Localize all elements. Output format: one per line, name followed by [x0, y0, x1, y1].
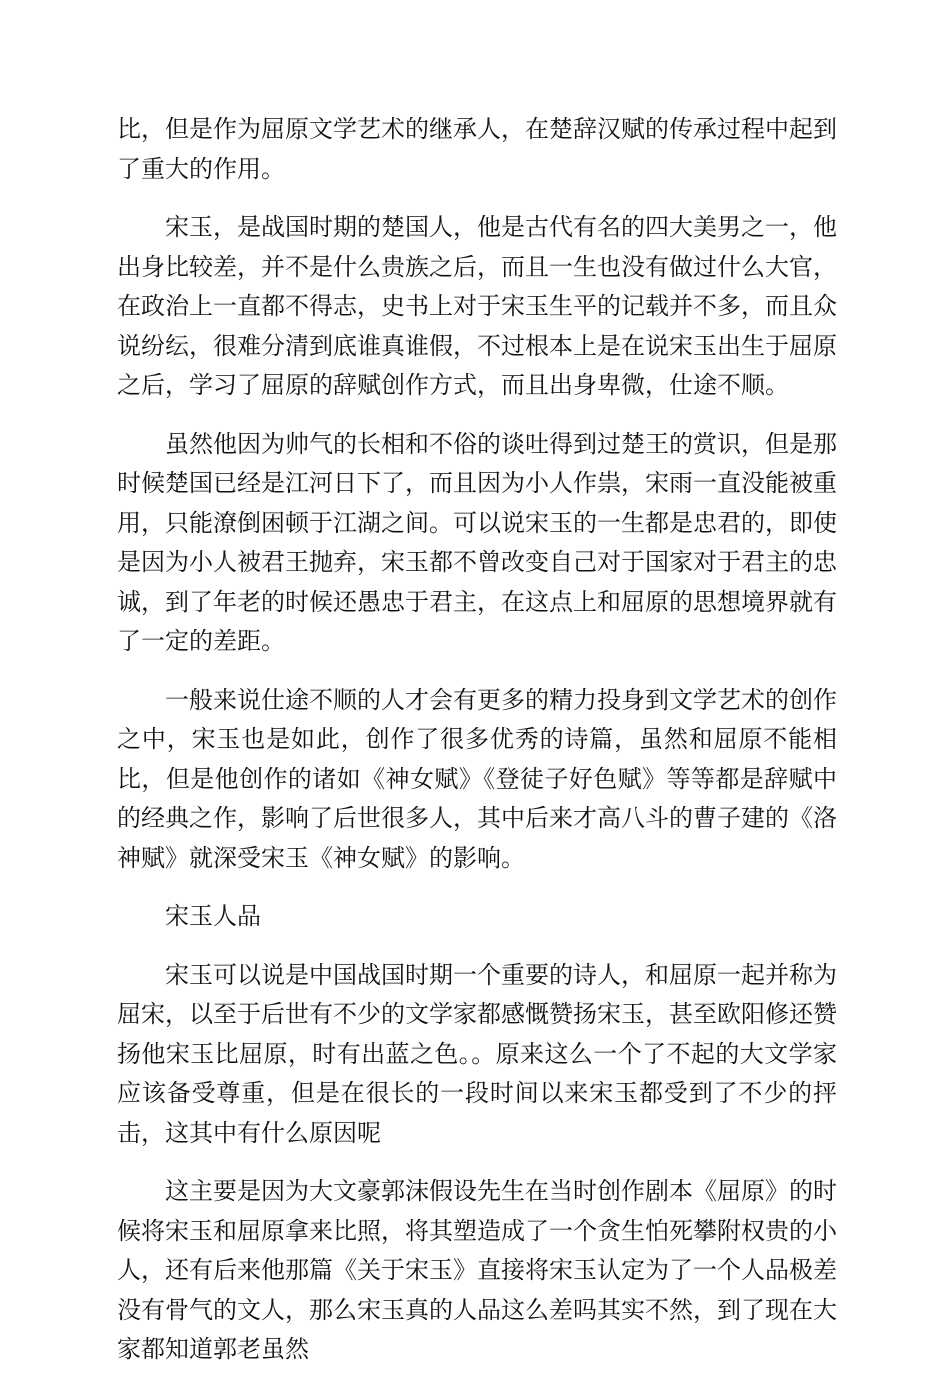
paragraph-5: 宋玉可以说是中国战国时期一个重要的诗人，和屈原一起并称为屈宋，以至于后世有不少的文学家都感慨赞扬宋玉，甚至欧阳修还赞扬他宋玉比屈原，时有出蓝之色。。原来这么一个了不起的大文学家应该备受尊重，但是在很长的一段时间以来宋玉都受到了不少的抨击，这其中有什么原因呢	[117, 960, 837, 1147]
paragraph-1: 比，但是作为屈原文学艺术的继承人，在楚辞汉赋的传承过程中起到了重大的作用。	[117, 115, 837, 183]
paragraph-6: 这主要是因为大文豪郭沫假设先生在当时创作剧本《屈原》的时候将宋玉和屈原拿来比照，将其塑造成了一个贪生怕死攀附权贵的小人，还有后来他那篇《关于宋玉》直接将宋玉认定为了一个人品极差没有骨气的文人，那么宋玉真的人品这么差吗其实不然，到了现在大家都知道郭老虽然	[117, 1177, 837, 1363]
paragraph-3: 虽然他因为帅气的长相和不俗的谈吐得到过楚王的赏识，但是那时候楚国已经是江河日下了，而且因为小人作祟，宋雨一直没能被重用，只能潦倒困顿于江湖之间。可以说宋玉的一生都是忠君的，即使是因为小人被君王抛弃，宋玉都不曾改变自己对于国家对于君主的忠诚，到了年老的时候还愚忠于君主，在这点上和屈原的思想境界就有了一定的差距。	[117, 429, 837, 655]
section-heading: 宋玉人品	[165, 902, 261, 930]
paragraph-2: 宋玉，是战国时期的楚国人，他是古代有名的四大美男之一，他出身比较差，并不是什么贵族之后，而且一生也没有做过什么大官，在政治上一直都不得志，史书上对于宋玉生平的记载并不多，而且众说纷纭，很难分清到底谁真谁假，不过根本上是在说宋玉出生于屈原之后，学习了屈原的辞赋创作方式，而且出身卑微，仕途不顺。	[117, 213, 837, 399]
document-body	[117, 110, 837, 1389]
paragraph-4: 一般来说仕途不顺的人才会有更多的精力投身到文学艺术的创作之中，宋玉也是如此，创作了很多优秀的诗篇，虽然和屈原不能相比，但是他创作的诸如《神女赋》《登徒子好色赋》等等都是辞赋中的经典之作，影响了后世很多人，其中后来才高八斗的曹子建的《洛神赋》就深受宋玉《神女赋》的影响。	[117, 685, 837, 872]
